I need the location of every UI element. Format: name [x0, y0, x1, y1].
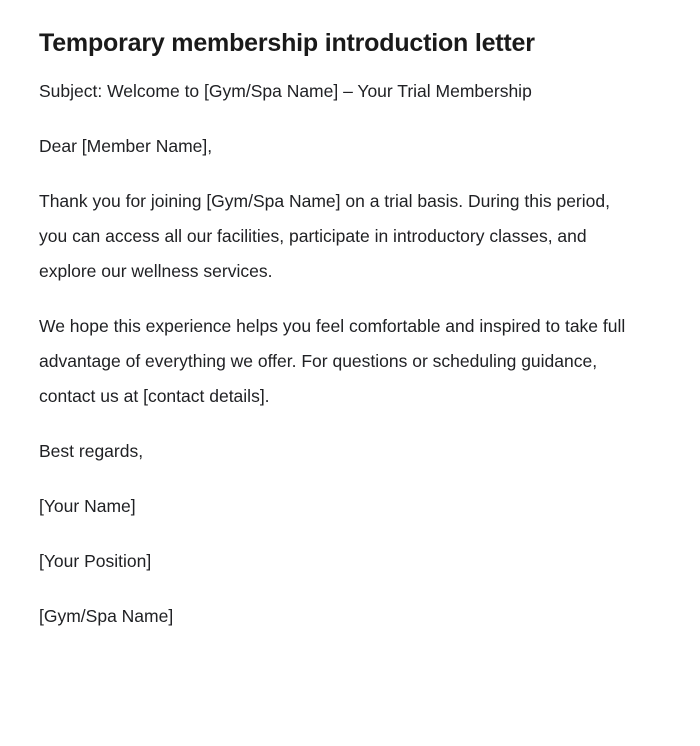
signature-organization: [Gym/Spa Name]: [39, 606, 174, 626]
page-title: Temporary membership introduction letter: [39, 29, 535, 57]
body-paragraph-1: Thank you for joining [Gym/Spa Name] on a trial basis. During this period, you can access all our facilities, participate in introductory classes, and explore our wellness services.: [39, 191, 615, 281]
signature-closing: Best regards,: [39, 441, 144, 461]
signature-name: [Your Name]: [39, 496, 136, 516]
body-paragraph-2: We hope this experience helps you feel comfortable and inspired to take full advantage of everything we offer. For questions or scheduling guidance, contact us at [contact details].: [39, 316, 631, 406]
signature-position: [Your Position]: [39, 551, 152, 571]
salutation: Dear [Member Name],: [39, 136, 213, 156]
subject-line: Subject: Welcome to [Gym/Spa Name] – Your Trial Membership: [39, 81, 532, 101]
